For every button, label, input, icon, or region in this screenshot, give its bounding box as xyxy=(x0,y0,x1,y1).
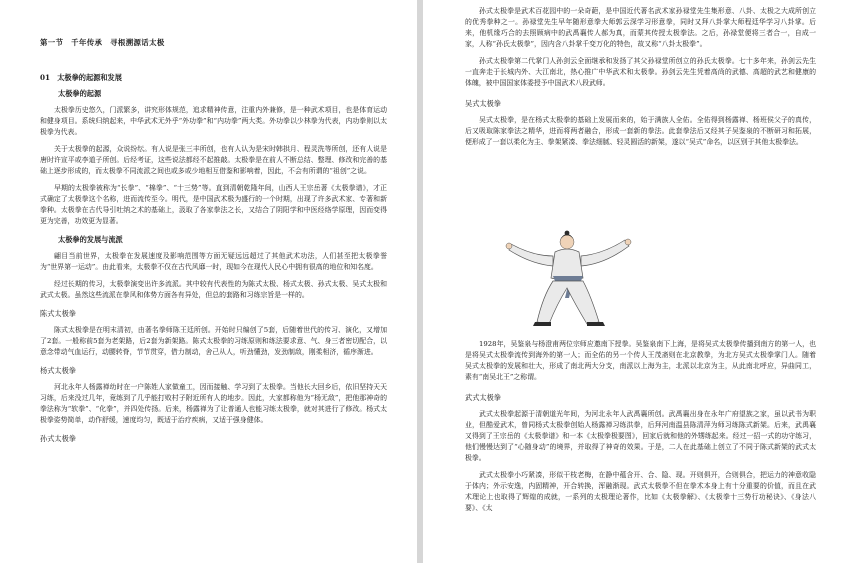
left-shoe xyxy=(533,322,551,326)
sash xyxy=(553,276,583,281)
subsection-heading-origin: 太极拳的起源 xyxy=(58,89,102,98)
paragraph: 1928年，吴鉴泉与杨澄甫两位宗师应邀南下授拳。吴鉴泉南下上海，是将吴式太极拳传播到南方的第一人，也是将吴式太极拳流传到海外的第一人；而全佑的另一个传人王茂斋则在北京教拳，为北方吴式太极拳掌门人。随着吴式太极拳的发展和壮大，形成了南北两大分支，南派以上海为主，北派以北京为主，从此南北呼应，异曲同工，素有“南吴北王”之称谓。 xyxy=(465,340,816,381)
subsection-heading-development: 太极拳的发展与流派 xyxy=(58,235,123,244)
paragraph: 陈式太极拳是在明末清初，由著名拳师陈王廷所创。开始时只编创了5套，后随着世代的传习、演化，又增加了2套。一般称前5套为老架路，后2套为新架路。陈式太极拳的习练原则和练法要求意、气、身三者密切配合，以意念带动气血运行，动腰转脊，节节贯穿，借力制动，舍己从人，听劲懂劲，发劲制敌，刚柔相济，循序渐进。 xyxy=(40,326,387,356)
style-heading-yang: 杨式太极拳 xyxy=(40,366,76,375)
left-page-content xyxy=(40,73,387,444)
chapter-title: 第一节 千年传承 寻根溯源话太极 xyxy=(40,38,165,47)
right-page-top-content xyxy=(465,6,816,148)
style-heading-wu: 吴式太极拳 xyxy=(465,99,501,108)
robe-legs xyxy=(537,281,599,324)
paragraph: 孙式太极拳是武术百花园中的一朵奇葩，是中国近代著名武术家孙禄堂先生集形意、八卦、太极之大成所创立的优秀拳种之一。孙禄堂先生早年随形意拳大师郭云深学习形意拳，同时又拜八卦掌大师程廷华学习八卦掌。后来，他机缘巧合的去照顾病中的武禹襄传人郝为真，而蒙其传授太极拳法。之后，孙禄堂便将三者合一，自成一家，人称“孙氏太极拳”，因内含八卦掌千变万化的特色，故又称“八卦太极拳”。 xyxy=(465,7,816,48)
paragraph: 武式太极拳起源于清朝道光年间，为河北永年人武禹襄所创。武禹襄出身在永年广府望族之家，虽以武书为职业，但酷爱武术，曾同杨式太极拳创始人杨露禅习练洪拳，后拜河南温县陈清萍为师习练陈式新架。后来，武禹襄又得到了王宗岳的《太极拳谱》和一本《太极拳极要图》，回家后就和他的外甥练起来。经过一招一式的功守练习，他们慢慢达到了“心随身动”的境界，并取得了神奇的效果。于是，二人在此基础上创立了不同于陈式新架的武式太极拳。 xyxy=(465,410,816,462)
paragraph: 太极拳历史悠久，门派繁多，讲究形体规范，追求精神传意，注重内外兼修，是一种武术项目，也是体育运动和健身项目。系统归纳起来，中华武术无外乎“外功拳”和“内功拳”两大类。外功拳以少林拳为代表，内功拳则以太极拳为代表。 xyxy=(40,106,387,136)
right-hand xyxy=(625,239,631,245)
paragraph: 关于太极拳的起源，众说纷纭。有人说是张三丰所创，也有人认为是宋时韩拱月、程灵洗等所创，还有人说是唐时许宣平或李道子所创。后经考证，这些说法都经不起推敲。太极拳是在前人不断总结、整理、修改和完善的基础上逐步形成的，而太极拳不同流派之间也或多或少地相互借鉴和影响着，因此，不会有所谓的“祖创”之说。 xyxy=(40,145,387,175)
right-shoe xyxy=(587,322,605,326)
right-page-bottom-content xyxy=(465,339,816,514)
paragraph: 吴式太极拳，是在杨式太极拳的基础上发展而来的，始于满族人全佑。全佑得到杨露禅、杨班侯父子的真传，后又吸取陈家拳法之精华，进而将两者融合，形成一套新的拳法。此套拳法后又经其子吴鉴泉的不断研习和拓展，便形成了一套以柔化为主、拳架紧凑、拳法细腻、轻灵圆活的新架，遂以“吴式”命名，以区别于其他太极拳法。 xyxy=(465,116,816,146)
right-page xyxy=(423,0,842,563)
tai-chi-figure-svg xyxy=(503,226,638,331)
paragraph: 武式太极拳小巧紧凑，形似干枝老梅，在静中蕴含开、合、隐、现。开则俱开，合则俱合，把运力的神意收隐于体内；外示安逸，内固精神，开合转换，浑融渐现。武式太极拳不但在拳术本身上有十分重要的价值，而且在武术理论上也取得了辉煌的成就，一系列的太极理论著作，比如《太极拳解》、《太极拳十三势行功秘诀》、《身法八要》、《太 xyxy=(465,471,816,512)
section-heading: 01 太极拳的起源和发展 xyxy=(40,73,122,82)
style-heading-sun: 孙式太极拳 xyxy=(40,434,76,443)
tai-chi-figure-illustration xyxy=(503,226,638,331)
style-heading-chen: 陈式太极拳 xyxy=(40,309,76,318)
right-sleeve xyxy=(581,240,629,266)
robe-torso xyxy=(551,249,583,280)
left-sleeve xyxy=(509,244,553,266)
paragraph: 孙式太极拳第二代掌门人孙剑云全面继承和发扬了其父孙禄堂所创立的孙氏太极拳。七十多年来，孙剑云先生一直奔走于长城内外、大江南北，热心推广中华武术和太极拳。孙剑云先生凭着高尚的武德、高超的武艺和健康的体魄，被中国国家体委授予中国武术八段武师。 xyxy=(465,57,816,87)
paragraph: 经过长期的传习，太极拳演变出许多流派。其中较有代表性的为陈式太极、杨式太极、孙式太极、吴式太极和武式太极。虽然这些流派在拳风和体势方面各有异处，但总的套路和习练宗旨是一样的。 xyxy=(40,280,387,299)
paragraph: 早期的太极拳被称为“长拳”、“棉拳”、“十三势”等。直到清朝乾隆年间，山西人王宗岳著《太极拳谱》，才正式确定了太极拳这个名称，进而流传至今。明代，是中国武术极为盛行的一个时期，出现了许多武术家、专著和新拳种。太极拳在古代导引吐纳之术的基础上，汲取了各家拳法之长，又结合了阴阳学和中医经络学原理，因而变得更为完善，功效更为显著。 xyxy=(40,184,387,225)
style-heading-wushi: 武式太极拳 xyxy=(465,393,501,402)
hair-bun xyxy=(565,231,570,236)
left-hand xyxy=(506,243,512,249)
paragraph: 河北永年人杨露禅幼时在一户陈姓人家做童工，因而接触、学习到了太极拳。当他长大回乡后，依旧坚持天天习练，后来没过几年，竟练到了几乎能打败村子附近所有人的地步。因此，大家都称他为“杨无敌”，把他那神奇的拳法称为“软拳”、“化拳”，并四处传扬。后来，杨露禅为了让普通人也能习练太极拳，就对其进行了修改。杨式太极拳姿势简单，动作舒缓，速度均匀，既适于治疗疾病，又适于强身健体。 xyxy=(40,383,387,424)
paragraph: 翩目当前世界，太极拳在发展速度及影响范围等方面无疑远远超过了其他武术功法，人们甚至把太极拳誉为“世界第一运动”。由此看来，太极拳不仅在古代风靡一时，现如今在现代人民心中拥有很高的地位和知名度。 xyxy=(40,252,387,271)
